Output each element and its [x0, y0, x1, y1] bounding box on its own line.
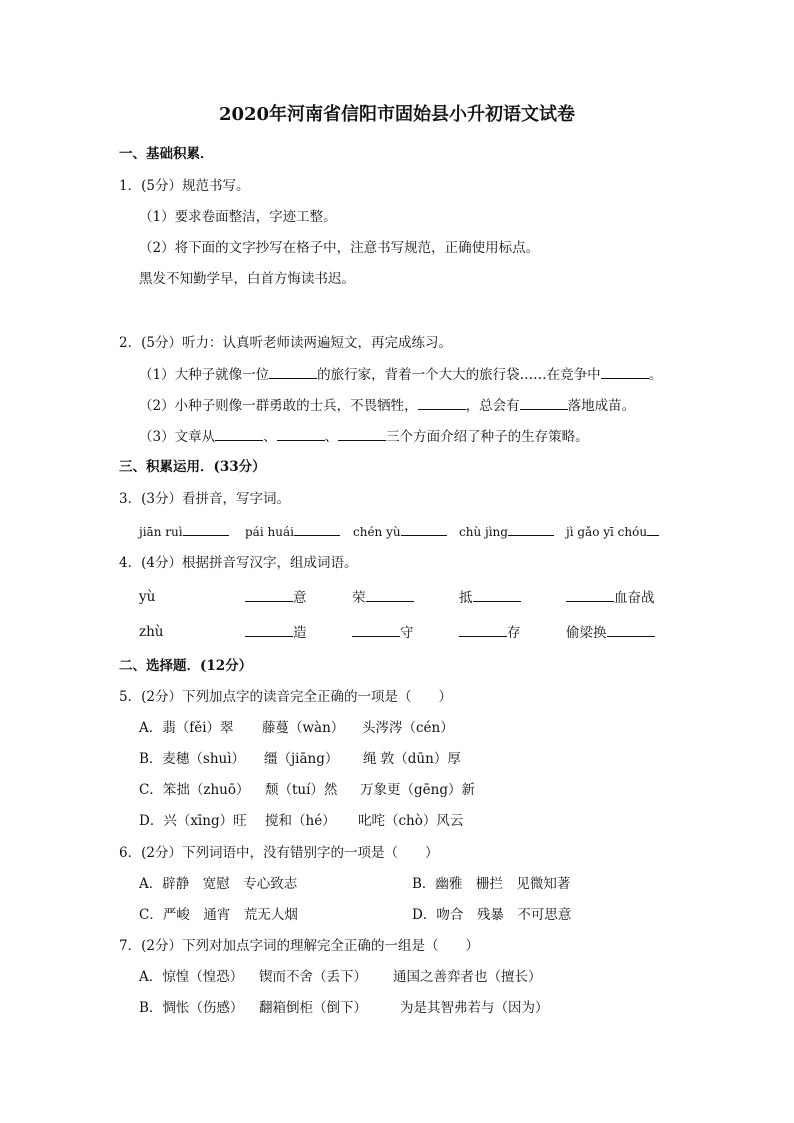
option-a[interactable]: A．翡（fěi）翠: [139, 720, 234, 736]
option-b-part: 为是其智弗若与（因为）: [400, 1000, 549, 1016]
question-2-sub1: （1）大种子就像一位 的旅行家，背着一个大大的旅行袋……在竞争中 。: [139, 367, 663, 383]
option-b[interactable]: B．幽雅 栅拦 见微知著: [412, 876, 571, 892]
answer-blank[interactable]: [245, 588, 293, 602]
answer-blank[interactable]: [459, 623, 507, 637]
question-6-stem: 6．(2分）下列词语中，没有错别字的一项是（ ）: [119, 845, 439, 861]
answer-blank[interactable]: [607, 623, 655, 637]
option-d[interactable]: D．兴（xīng）旺: [139, 813, 247, 829]
answer-blank[interactable]: [245, 623, 293, 637]
answer-blank[interactable]: [338, 427, 386, 441]
word-item: 血奋战: [566, 588, 655, 607]
option-c[interactable]: C．笨拙（zhuō）: [139, 782, 250, 798]
question-5-stem: 5．(2分）下列加点字的读音完全正确的一项是（ ）: [119, 689, 452, 705]
pinyin-item: jiān ruì: [139, 522, 229, 541]
option-b[interactable]: B．麦穗（shuì）: [139, 751, 246, 767]
option-b[interactable]: B．惆怅（伤感）: [139, 1000, 244, 1016]
question-3-stem: 3．(3分）看拼音，写字词。: [119, 491, 290, 507]
option-d-part: 叱咤（chò）风云: [358, 813, 464, 829]
option-a-part: 头涔涔（cén）: [362, 720, 454, 736]
option-d[interactable]: D．吻合 残暴 不可思意: [412, 907, 572, 923]
pinyin-item: pái huái: [245, 522, 340, 541]
word-item: 偷梁换: [566, 623, 655, 642]
answer-blank[interactable]: [473, 588, 521, 602]
answer-blank[interactable]: [601, 365, 649, 379]
word-item: 意: [245, 588, 307, 607]
section-heading-3: 三、积累运用．(33分）: [119, 459, 266, 475]
pinyin-item: chù jìng: [459, 522, 554, 541]
question-4-stem: 4．(4分）根据拼音写汉字，组成词语。: [119, 555, 358, 571]
question-2-stem: 2．(5分）听力：认真听老师读两遍短文，再完成练习。: [119, 335, 452, 351]
answer-blank[interactable]: [183, 522, 229, 536]
answer-blank[interactable]: [401, 522, 447, 536]
question-1-copy-text: 黑发不知勤学早，白首方悔读书迟。: [139, 271, 355, 287]
option-a-part: 锲而不舍（丢下）: [259, 969, 367, 985]
word-item: 守: [352, 623, 414, 642]
answer-blank[interactable]: [647, 522, 659, 536]
answer-blank[interactable]: [508, 522, 554, 536]
pinyin-item: jì gǎo yī chóu: [566, 522, 659, 541]
section-heading-2: 二、选择题．(12分）: [119, 658, 253, 674]
word-item: 抵: [459, 588, 521, 607]
answer-blank[interactable]: [294, 522, 340, 536]
option-b-part: 翻箱倒柜（倒下）: [259, 1000, 367, 1016]
pinyin-item: chén yù: [353, 522, 447, 541]
answer-blank[interactable]: [418, 396, 466, 410]
question-1-sub1: （1）要求卷面整洁，字迹工整。: [139, 209, 337, 225]
option-c-part: 万象更（gēng）新: [360, 782, 475, 798]
option-c-part: 颓（tuí）然: [265, 782, 338, 798]
question-7-stem: 7．(2分）下列对加点字词的理解完全正确的一组是（ ）: [119, 938, 479, 954]
question-2-sub3: （3）文章从 、 、 三个方面介绍了种子的生存策略。: [139, 429, 589, 445]
option-a[interactable]: A．辟静 宽慰 专心致志: [139, 876, 298, 892]
option-d-part: 搅和（hé）: [265, 813, 336, 829]
answer-blank[interactable]: [352, 623, 400, 637]
answer-blank[interactable]: [215, 427, 263, 441]
option-b-part: 绳 敦（dūn）厚: [363, 751, 461, 767]
answer-blank[interactable]: [520, 396, 568, 410]
answer-blank[interactable]: [566, 588, 614, 602]
option-b-part: 缰（jiāng）: [264, 751, 339, 767]
word-item: 荣: [352, 588, 414, 607]
section-heading-1: 一、基础积累．: [119, 146, 214, 162]
pinyin-label: zhù: [139, 624, 164, 640]
question-1-sub2: （2）将下面的文字抄写在格子中，注意书写规范，正确使用标点。: [139, 240, 540, 256]
option-a-part: 通国之善弈者也（擅长）: [393, 969, 542, 985]
answer-blank[interactable]: [269, 365, 317, 379]
answer-blank[interactable]: [277, 427, 325, 441]
question-2-sub2: （2）小种子则像一群勇敢的士兵，不畏牺牲， ，总会有 落地成苗。: [139, 398, 636, 414]
answer-blank[interactable]: [366, 588, 414, 602]
word-item: 存: [459, 623, 521, 642]
option-a[interactable]: A．惊惶（惶恐）: [139, 969, 244, 985]
pinyin-label: yù: [139, 589, 156, 605]
option-a-part: 藤蔓（wàn）: [262, 720, 345, 736]
page-title: 2020年河南省信阳市固始县小升初语文试卷: [218, 104, 576, 125]
option-c[interactable]: C．严峻 通宵 荒无人烟: [139, 907, 298, 923]
word-item: 造: [245, 623, 307, 642]
question-1-stem: 1．(5分）规范书写。: [119, 178, 250, 194]
